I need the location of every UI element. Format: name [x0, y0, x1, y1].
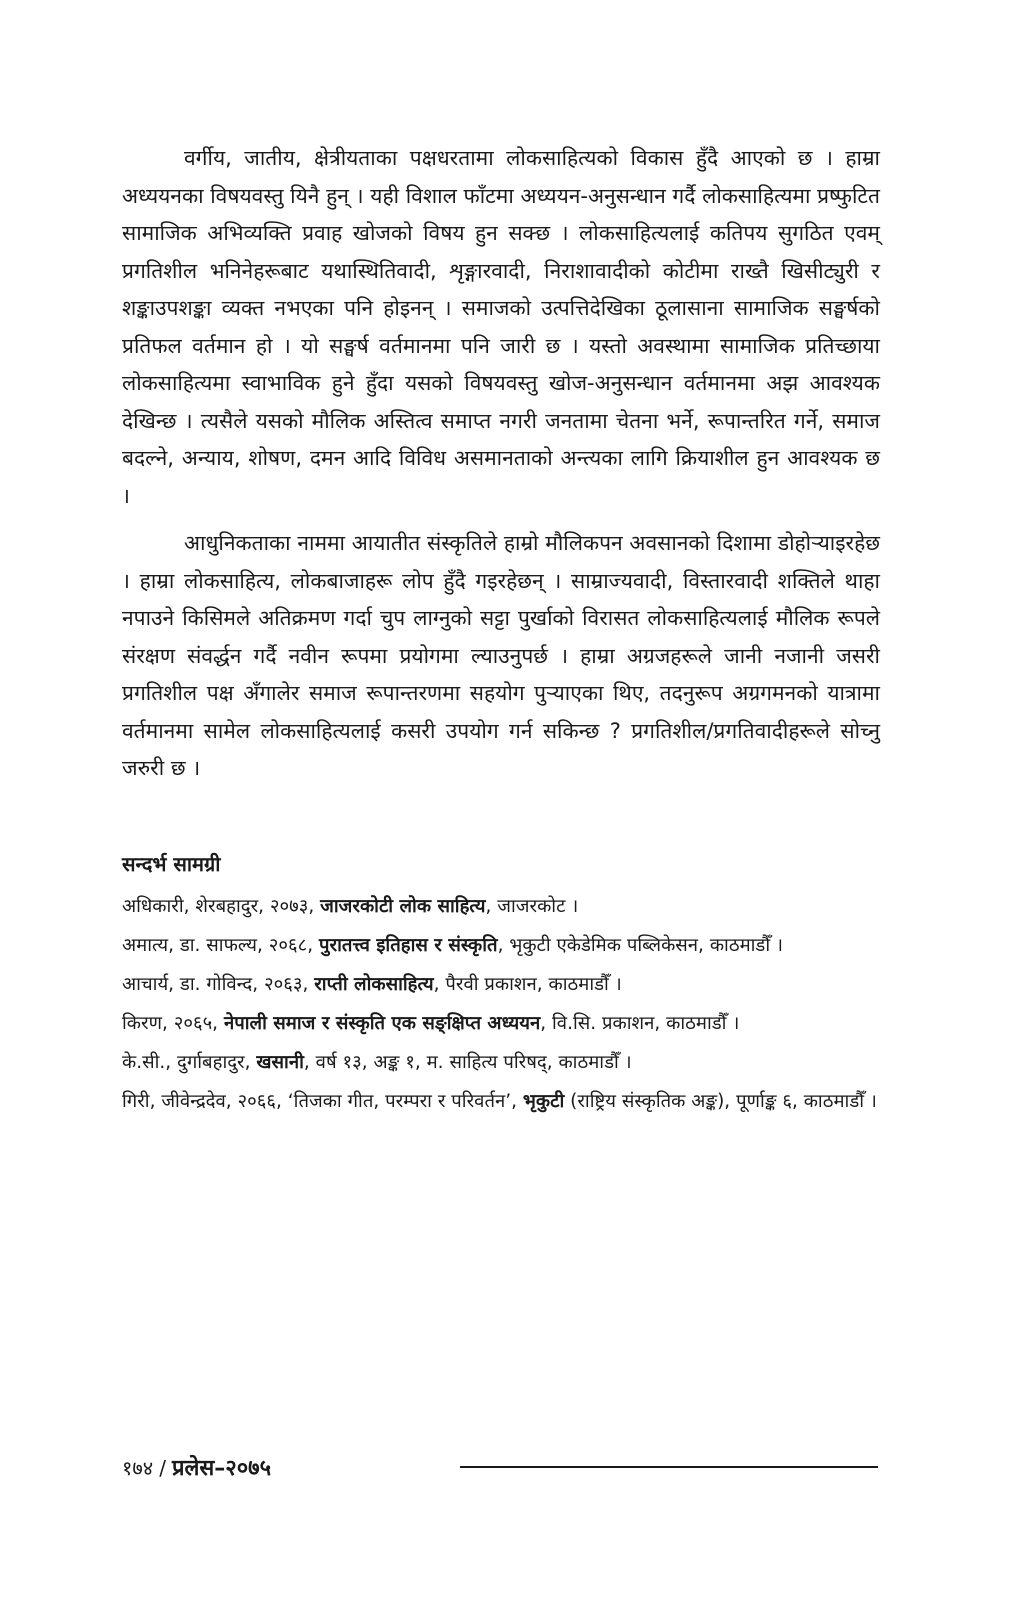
reference-item	[122, 891, 880, 922]
reference-publisher: , जाजरकोट ।	[485, 895, 579, 917]
folio	[122, 1452, 271, 1482]
reference-title: जाजरकोटी लोक साहित्य	[320, 895, 486, 917]
reference-author: गिरी, जीवेन्द्रदेव, २०६६, ‘तिजका गीत, परम्परा र परिवर्तन’,	[122, 1090, 523, 1112]
reference-publisher: , पैरवी प्रकाशन, काठमाडौँ ।	[433, 973, 622, 995]
reference-item	[122, 1008, 880, 1039]
reference-item	[122, 969, 880, 1000]
page-number: १७४	[122, 1456, 154, 1480]
reference-title: खसानी	[256, 1051, 304, 1073]
page-content	[122, 140, 880, 1125]
reference-publisher: , वि.सि. प्रकाशन, काठमाडौँ ।	[540, 1012, 740, 1034]
folio-separator: /	[159, 1456, 166, 1480]
reference-item	[122, 930, 880, 961]
reference-title: पुरातत्त्व इतिहास र संस्कृति	[319, 934, 498, 956]
reference-publisher: , भृकुटी एकेडेमिक पब्लिकेसन, काठमाडौँ ।	[497, 934, 784, 956]
reference-item	[122, 1086, 880, 1117]
reference-title: नेपाली समाज र संस्कृति एक सङ्क्षिप्त अध्ययन	[223, 1012, 541, 1034]
reference-publisher: , वर्ष १३, अङ्क १, म. साहित्य परिषद्, काठमाडौँ ।	[303, 1051, 632, 1073]
reference-title: राप्ती लोकसाहित्य	[314, 973, 434, 995]
reference-title: भृकुटी	[522, 1090, 565, 1112]
reference-author: किरण, २०६५,	[122, 1012, 224, 1034]
reference-author: अधिकारी, शेरबहादुर, २०७३,	[122, 895, 321, 917]
references-heading: सन्दर्भ सामग्री	[122, 851, 221, 876]
reference-author: अमात्य, डा. साफल्य, २०६८,	[122, 934, 320, 956]
reference-author: के.सी., दुर्गाबहादुर,	[122, 1051, 257, 1073]
body-paragraph-1: वर्गीय, जातीय, क्षेत्रीयताका पक्षधरतामा लोकसाहित्यको विकास हुँदै आएको छ । हाम्रा अध्ययनका विषयवस्तु यिनै हुन् । यही विशाल फाँटमा अध्ययन-अनुसन्धान गर्दै लोकसाहित्यमा प्रष्फुटित सामाजिक अभिव्यक्ति प्रवाह खोजको विषय हुन सक्छ । लोकसाहित्यलाई कतिपय सुगठित एवम् प्रगतिशील भनिनेहरूबाट यथास्थितिवादी, शृङ्गारवादी, निराशावादीको कोटीमा राख्तै खिसीट्युरी र शङ्काउपशङ्का व्यक्त नभएका पनि होइनन् । समाजको उत्पत्तिदेखिका ठूलासाना सामाजिक सङ्घर्षको प्रतिफल वर्तमान हो । यो सङ्घर्ष वर्तमानमा पनि जारी छ । यस्तो अवस्थामा सामाजिक प्रतिच्छाया लोकसाहित्यमा स्वाभाविक हुने हुँदा यसको विषयवस्तु खोज-अनुसन्धान वर्तमानमा अझ आवश्यक देखिन्छ । त्यसैले यसको मौलिक अस्तित्व समाप्त नगरी जनतामा चेतना भर्ने, रूपान्तरित गर्ने, समाज बदल्ने, अन्याय, शोषण, दमन आदि विविध असमानताको अन्त्यका लागि क्रियाशील हुन आवश्यक छ ।	[122, 146, 880, 508]
reference-author: आचार्य, डा. गोविन्द, २०६३,	[122, 973, 315, 995]
footer-rule	[460, 1466, 878, 1468]
page-footer	[122, 1452, 880, 1486]
journal-name: प्रलेस–२०७५	[171, 1456, 272, 1481]
reference-item	[122, 1047, 880, 1078]
reference-publisher: (राष्ट्रिय संस्कृतिक अङ्क), पूर्णाङ्क ६, काठमाडौँ ।	[564, 1090, 877, 1112]
body-paragraph-2: आधुनिकताका नाममा आयातीत संस्कृतिले हाम्रो मौलिकपन अवसानको दिशामा डोहोऱ्याइरहेछ । हाम्रा लोकसाहित्य, लोकबाजाहरू लोप हुँदै गइरहेछन् । साम्राज्यवादी, विस्तारवादी शक्तिले थाहा नपाउने किसिमले अतिक्रमण गर्दा चुप लाग्नुको सट्टा पुर्खाको विरासत लोकसाहित्यलाई मौलिक रूपले संरक्षण संवर्द्धन गर्दै नवीन रूपमा प्रयोगमा ल्याउनुपर्छ । हाम्रा अग्रजहरूले जानी नजानी जसरी प्रगतिशील पक्ष अँगालेर समाज रूपान्तरणमा सहयोग पुऱ्याएका थिए, तदनुरूप अग्रगमनको यात्रामा वर्तमानमा सामेल लोकसाहित्यलाई कसरी उपयोग गर्न सकिन्छ ? प्रगतिशील/प्रगतिवादीहरूले सोच्नु जरुरी छ ।	[122, 531, 880, 780]
